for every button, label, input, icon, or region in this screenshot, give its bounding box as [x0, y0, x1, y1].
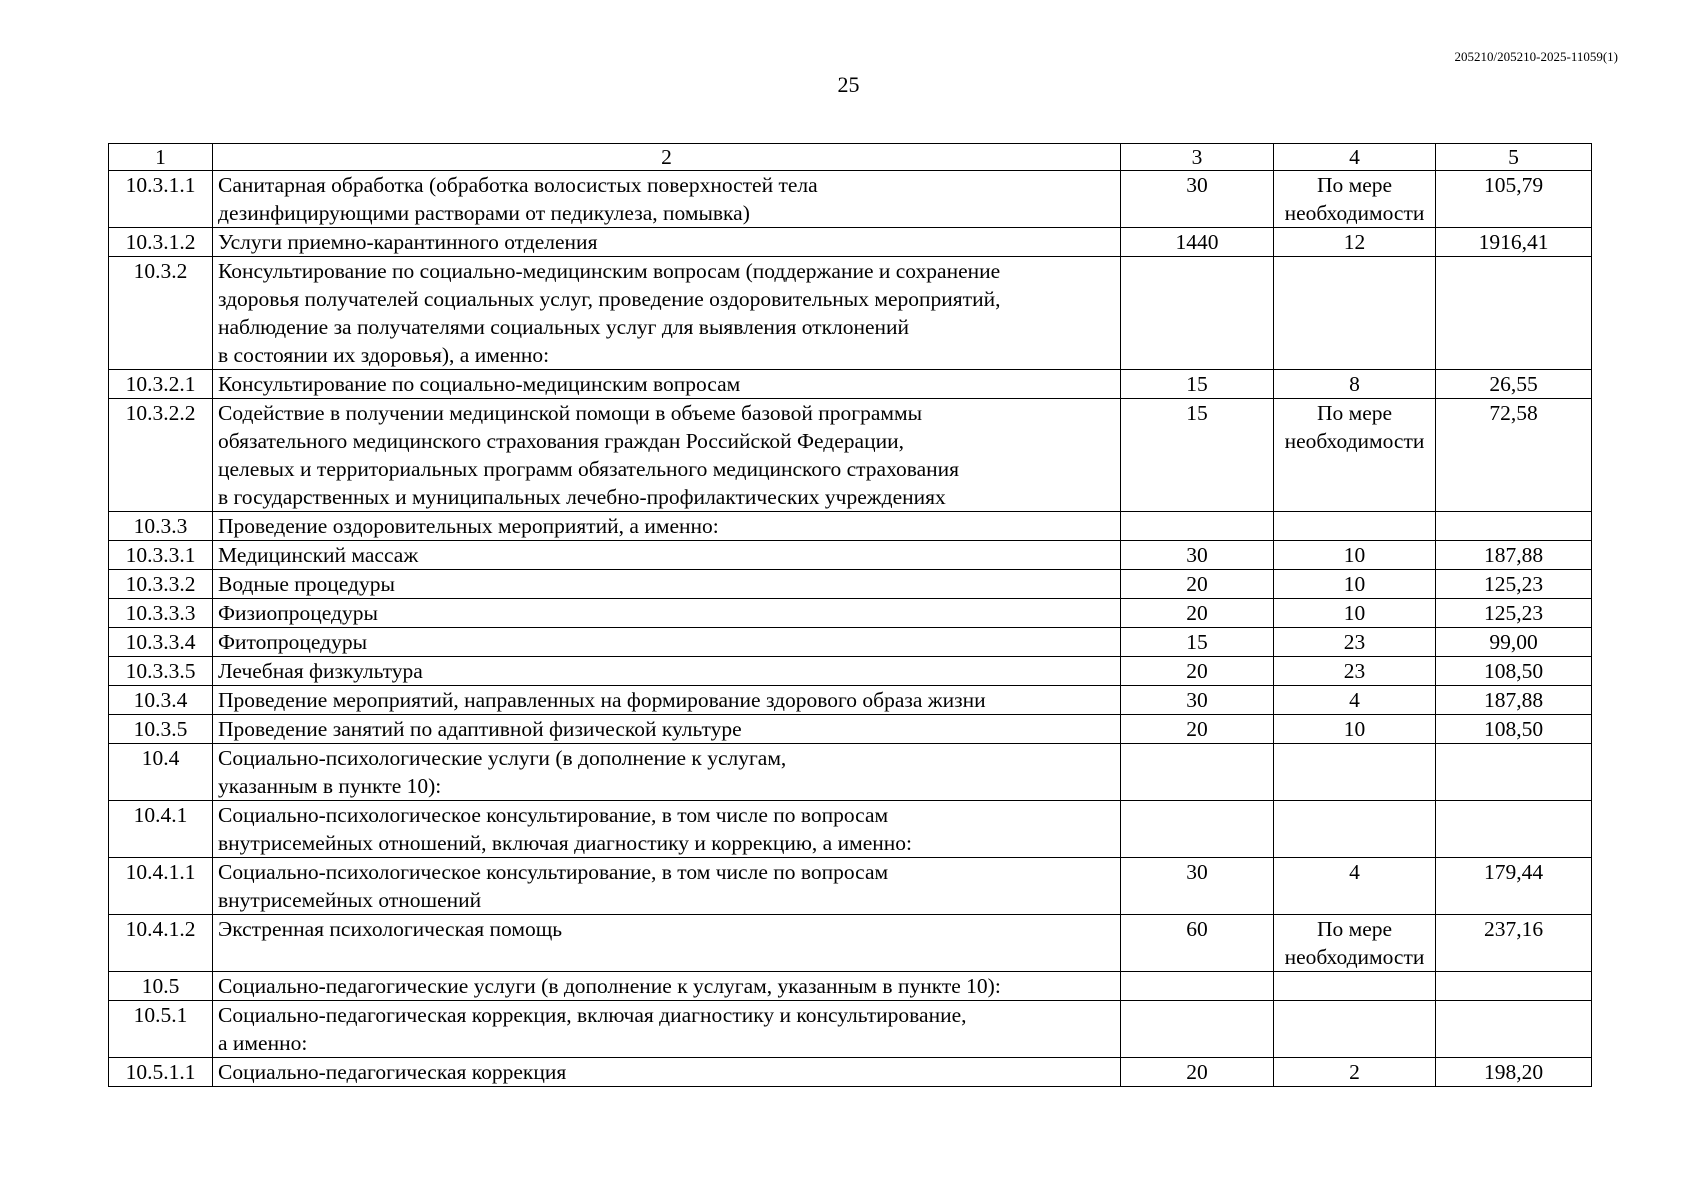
- column-4-cell: 23: [1274, 657, 1436, 686]
- table-row: [109, 858, 1592, 915]
- table-header-row: [109, 144, 1592, 171]
- service-code-cell: 10.3.3.5: [109, 657, 213, 686]
- service-name-cell: Социально-педагогическая коррекция: [213, 1058, 1121, 1087]
- column-5-cell: 198,20: [1436, 1058, 1592, 1087]
- column-4-cell: 10: [1274, 599, 1436, 628]
- column-5-cell: 26,55: [1436, 370, 1592, 399]
- table-row: [109, 686, 1592, 715]
- column-3-cell: 20: [1121, 715, 1274, 744]
- column-3-cell: 30: [1121, 858, 1274, 915]
- service-code-cell: 10.3.3.1: [109, 541, 213, 570]
- column-5-cell: 187,88: [1436, 541, 1592, 570]
- table-row: [109, 171, 1592, 228]
- service-name-cell: Услуги приемно-карантинного отделения: [213, 228, 1121, 257]
- column-5-cell: [1436, 744, 1592, 801]
- table-row: [109, 599, 1592, 628]
- column-4-cell: [1274, 1001, 1436, 1058]
- service-code-cell: 10.4: [109, 744, 213, 801]
- service-code-cell: 10.3.1.2: [109, 228, 213, 257]
- header-cell: 5: [1436, 144, 1592, 171]
- column-3-cell: [1121, 257, 1274, 370]
- service-code-cell: 10.3.4: [109, 686, 213, 715]
- service-name-cell: Консультирование по социально-медицинским вопросам: [213, 370, 1121, 399]
- column-4-cell: [1274, 801, 1436, 858]
- column-5-cell: [1436, 257, 1592, 370]
- table-row: [109, 801, 1592, 858]
- table-row: [109, 715, 1592, 744]
- service-name-cell: Физиопроцедуры: [213, 599, 1121, 628]
- service-name-cell: Проведение оздоровительных мероприятий, а именно:: [213, 512, 1121, 541]
- service-name-cell: Фитопроцедуры: [213, 628, 1121, 657]
- table-row: [109, 1001, 1592, 1058]
- column-4-cell: По мере необходимости: [1274, 171, 1436, 228]
- column-5-cell: 125,23: [1436, 599, 1592, 628]
- service-name-cell: Проведение занятий по адаптивной физической культуре: [213, 715, 1121, 744]
- column-3-cell: 1440: [1121, 228, 1274, 257]
- column-3-cell: 30: [1121, 541, 1274, 570]
- service-name-cell: Содействие в получении медицинской помощи в объеме базовой программы обязательного медицинского страхования граждан Российской Федерации, целевых и территориальных программ обязательного медицинского страхования в государственных и муниципальных лечебно-профилактических учреждениях: [213, 399, 1121, 512]
- service-code-cell: 10.4.1.1: [109, 858, 213, 915]
- column-5-cell: 108,50: [1436, 715, 1592, 744]
- table-row: [109, 512, 1592, 541]
- column-3-cell: [1121, 801, 1274, 858]
- column-5-cell: 237,16: [1436, 915, 1592, 972]
- service-code-cell: 10.3.3.4: [109, 628, 213, 657]
- column-5-cell: 179,44: [1436, 858, 1592, 915]
- column-4-cell: 4: [1274, 686, 1436, 715]
- column-4-cell: [1274, 744, 1436, 801]
- column-4-cell: 12: [1274, 228, 1436, 257]
- table-row: [109, 972, 1592, 1001]
- service-name-cell: Санитарная обработка (обработка волосистых поверхностей тела дезинфицирующими растворами от педикулеза, помывка): [213, 171, 1121, 228]
- column-3-cell: [1121, 512, 1274, 541]
- table-row: [109, 915, 1592, 972]
- document-id: 205210/205210-2025-11059(1): [1454, 49, 1618, 64]
- column-3-cell: [1121, 972, 1274, 1001]
- table-row: [109, 744, 1592, 801]
- table-row: [109, 399, 1592, 512]
- table-row: [109, 570, 1592, 599]
- service-code-cell: 10.3.2.2: [109, 399, 213, 512]
- service-code-cell: 10.5.1: [109, 1001, 213, 1058]
- service-code-cell: 10.4.1.2: [109, 915, 213, 972]
- column-4-cell: [1274, 972, 1436, 1001]
- column-3-cell: 30: [1121, 686, 1274, 715]
- column-3-cell: 20: [1121, 657, 1274, 686]
- service-name-cell: Водные процедуры: [213, 570, 1121, 599]
- table-row: [109, 628, 1592, 657]
- column-3-cell: [1121, 1001, 1274, 1058]
- service-name-cell: Проведение мероприятий, направленных на формирование здорового образа жизни: [213, 686, 1121, 715]
- service-name-cell: Социально-психологическое консультирование, в том числе по вопросам внутрисемейных отношений: [213, 858, 1121, 915]
- header-cell: 3: [1121, 144, 1274, 171]
- column-3-cell: [1121, 744, 1274, 801]
- service-name-cell: Социально-психологическое консультирование, в том числе по вопросам внутрисемейных отношений, включая диагностику и коррекцию, а именно:: [213, 801, 1121, 858]
- column-5-cell: [1436, 512, 1592, 541]
- column-3-cell: 15: [1121, 628, 1274, 657]
- service-name-cell: Экстренная психологическая помощь: [213, 915, 1121, 972]
- column-4-cell: 2: [1274, 1058, 1436, 1087]
- service-code-cell: 10.3.3.3: [109, 599, 213, 628]
- column-4-cell: [1274, 512, 1436, 541]
- table-row: [109, 541, 1592, 570]
- service-code-cell: 10.3.5: [109, 715, 213, 744]
- header-cell: 2: [213, 144, 1121, 171]
- column-4-cell: 10: [1274, 541, 1436, 570]
- column-5-cell: [1436, 972, 1592, 1001]
- column-5-cell: 105,79: [1436, 171, 1592, 228]
- column-5-cell: [1436, 801, 1592, 858]
- column-3-cell: 15: [1121, 370, 1274, 399]
- column-3-cell: 20: [1121, 570, 1274, 599]
- column-4-cell: По мере необходимости: [1274, 915, 1436, 972]
- column-3-cell: 20: [1121, 1058, 1274, 1087]
- service-name-cell: Медицинский массаж: [213, 541, 1121, 570]
- column-5-cell: [1436, 1001, 1592, 1058]
- column-5-cell: 108,50: [1436, 657, 1592, 686]
- page-number: 25: [837, 72, 860, 97]
- column-4-cell: [1274, 257, 1436, 370]
- column-3-cell: 60: [1121, 915, 1274, 972]
- service-code-cell: 10.4.1: [109, 801, 213, 858]
- header-cell: 4: [1274, 144, 1436, 171]
- service-name-cell: Социально-педагогическая коррекция, включая диагностику и консультирование, а именно:: [213, 1001, 1121, 1058]
- table-row: [109, 257, 1592, 370]
- service-name-cell: Социально-педагогические услуги (в дополнение к услугам, указанным в пункте 10):: [213, 972, 1121, 1001]
- column-3-cell: 30: [1121, 171, 1274, 228]
- service-code-cell: 10.3.1.1: [109, 171, 213, 228]
- table-row: [109, 370, 1592, 399]
- service-code-cell: 10.5: [109, 972, 213, 1001]
- service-name-cell: Социально-психологические услуги (в дополнение к услугам, указанным в пункте 10):: [213, 744, 1121, 801]
- service-code-cell: 10.3.3: [109, 512, 213, 541]
- column-4-cell: 4: [1274, 858, 1436, 915]
- column-4-cell: 23: [1274, 628, 1436, 657]
- service-code-cell: 10.3.2.1: [109, 370, 213, 399]
- table-row: [109, 228, 1592, 257]
- service-code-cell: 10.5.1.1: [109, 1058, 213, 1087]
- column-4-cell: По мере необходимости: [1274, 399, 1436, 512]
- services-table: [108, 143, 1592, 1087]
- service-name-cell: Консультирование по социально-медицинским вопросам (поддержание и сохранение здоровья получателей социальных услуг, проведение оздоровительных мероприятий, наблюдение за получателями социальных услуг для выявления отклонений в состоянии их здоровья), а именно:: [213, 257, 1121, 370]
- column-5-cell: 1916,41: [1436, 228, 1592, 257]
- column-5-cell: 72,58: [1436, 399, 1592, 512]
- column-4-cell: 8: [1274, 370, 1436, 399]
- column-5-cell: 125,23: [1436, 570, 1592, 599]
- column-5-cell: 99,00: [1436, 628, 1592, 657]
- service-code-cell: 10.3.2: [109, 257, 213, 370]
- column-4-cell: 10: [1274, 570, 1436, 599]
- table-row: [109, 657, 1592, 686]
- column-5-cell: 187,88: [1436, 686, 1592, 715]
- column-3-cell: 15: [1121, 399, 1274, 512]
- header-cell: 1: [109, 144, 213, 171]
- table-row: [109, 1058, 1592, 1087]
- service-code-cell: 10.3.3.2: [109, 570, 213, 599]
- column-3-cell: 20: [1121, 599, 1274, 628]
- service-name-cell: Лечебная физкультура: [213, 657, 1121, 686]
- column-4-cell: 10: [1274, 715, 1436, 744]
